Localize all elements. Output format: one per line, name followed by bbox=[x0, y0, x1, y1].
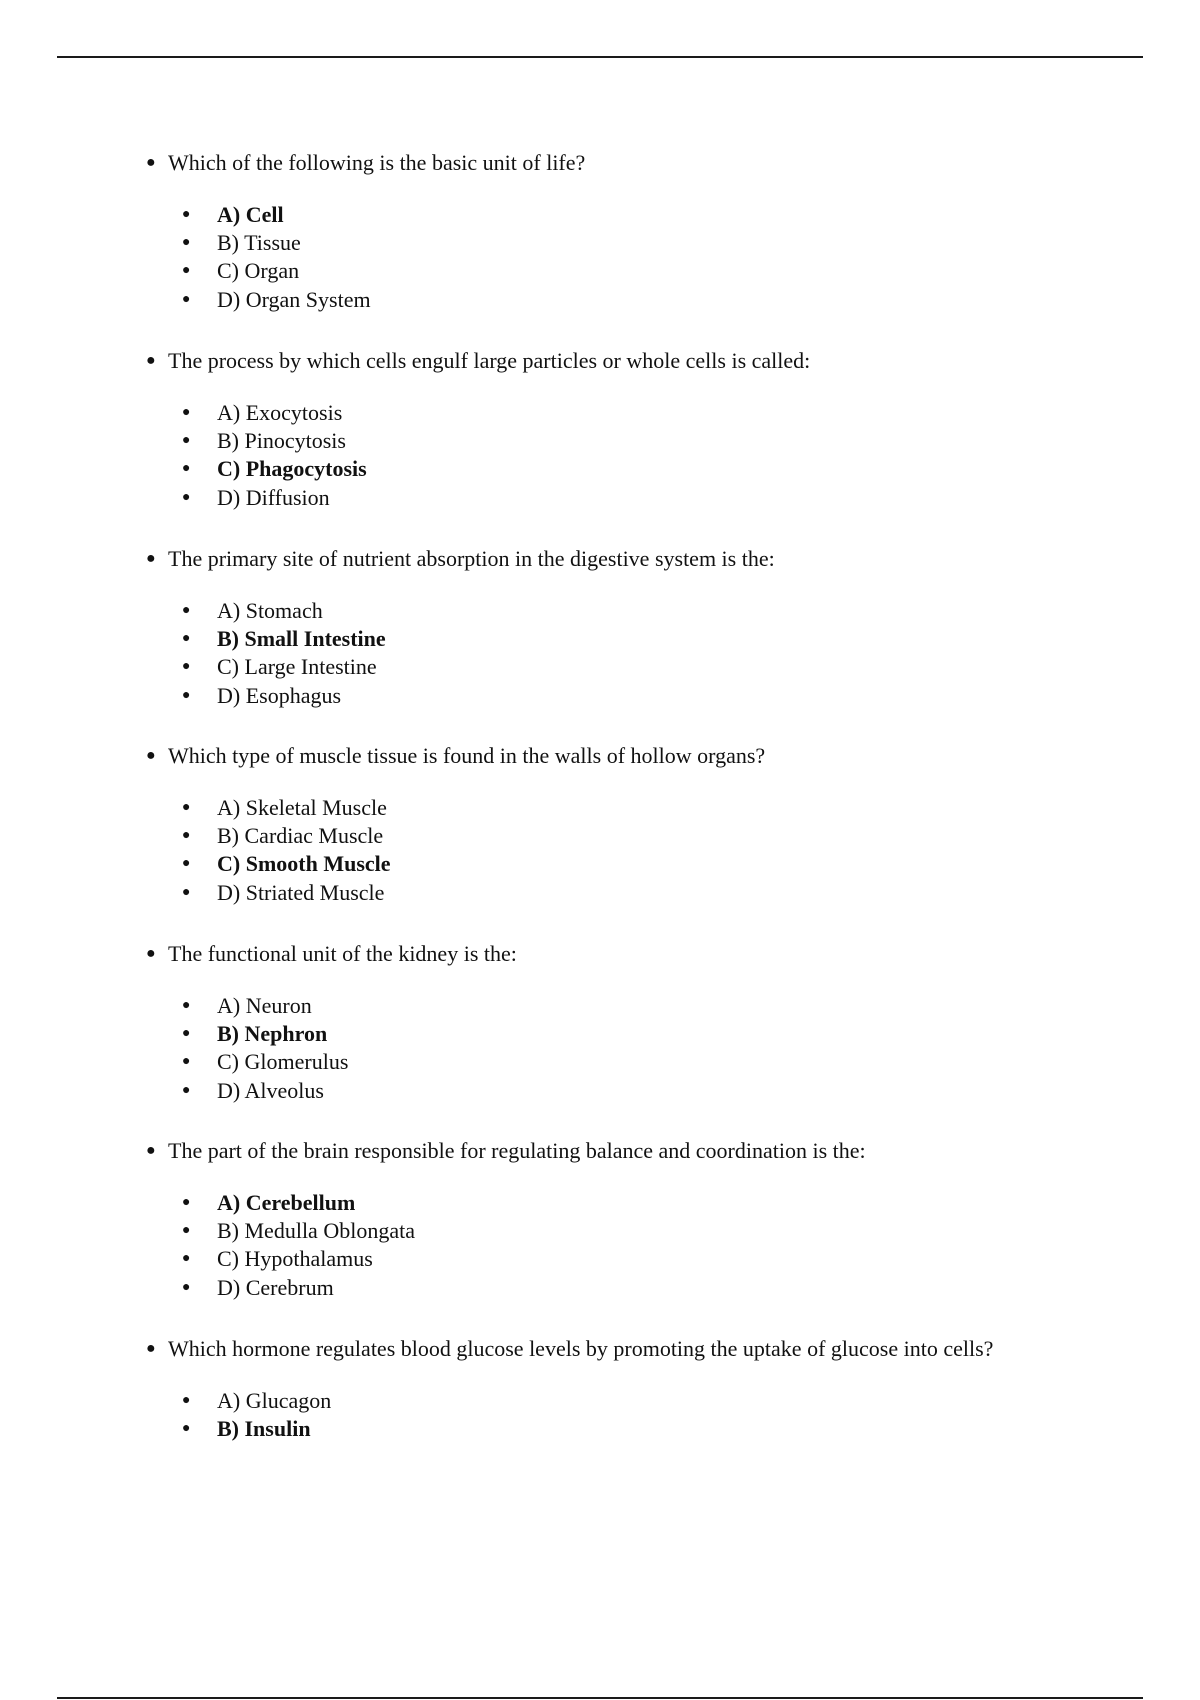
option-text: B) Cardiac Muscle bbox=[217, 823, 384, 849]
bullet-icon: ● bbox=[182, 687, 191, 703]
bullet-icon: ● bbox=[182, 405, 191, 420]
option-list bbox=[182, 1189, 415, 1302]
bullet-icon: ● bbox=[182, 856, 191, 872]
option-list bbox=[182, 992, 348, 1105]
option-item bbox=[182, 794, 391, 822]
question-line bbox=[146, 741, 1146, 771]
bottom-rule bbox=[57, 1697, 1143, 1699]
option-text: B) Medulla Oblongata bbox=[217, 1218, 415, 1244]
option-item-correct bbox=[182, 1020, 348, 1048]
bullet-icon: ● bbox=[182, 631, 191, 647]
question-line bbox=[146, 148, 1146, 178]
question-item bbox=[146, 346, 1146, 510]
question-text: The functional unit of the kidney is the: bbox=[168, 941, 517, 966]
option-text: B) Nephron bbox=[217, 1021, 328, 1047]
option-text: D) Diffusion bbox=[217, 484, 330, 510]
question-text: Which type of muscle tissue is found in the walls of hollow organs? bbox=[168, 743, 766, 768]
option-text: A) Glucagon bbox=[217, 1388, 332, 1413]
bullet-icon: ● bbox=[182, 1223, 191, 1239]
option-text: B) Pinocytosis bbox=[217, 428, 346, 454]
question-item bbox=[146, 741, 1146, 905]
option-item bbox=[182, 1387, 331, 1415]
bullet-icon: ● bbox=[182, 828, 191, 844]
bullet-icon: ● bbox=[182, 291, 191, 307]
option-item-correct bbox=[182, 455, 367, 483]
option-text: C) Organ bbox=[217, 258, 300, 284]
question-line bbox=[146, 544, 1146, 574]
question-item bbox=[146, 1136, 1146, 1300]
option-item bbox=[182, 822, 391, 850]
option-item-correct bbox=[182, 850, 391, 878]
bullet-icon: ● bbox=[182, 659, 191, 675]
bullet-icon: ● bbox=[182, 1195, 191, 1210]
option-item bbox=[182, 597, 386, 625]
question-text: The part of the brain responsible for regulating balance and coordination is the: bbox=[168, 1138, 866, 1163]
bullet-icon: ● bbox=[182, 1026, 191, 1042]
bullet-icon: ● bbox=[182, 207, 191, 222]
bullet-icon: ● bbox=[146, 1340, 156, 1357]
bullet-icon: ● bbox=[182, 489, 191, 505]
option-text: D) Alveolus bbox=[217, 1077, 324, 1103]
option-text: D) Striated Muscle bbox=[217, 879, 385, 905]
option-item bbox=[182, 257, 371, 285]
option-text: B) Insulin bbox=[217, 1416, 311, 1442]
option-list bbox=[182, 597, 386, 710]
question-item bbox=[146, 939, 1146, 1103]
question-text: The process by which cells engulf large particles or whole cells is called: bbox=[168, 348, 811, 373]
option-text: C) Phagocytosis bbox=[217, 456, 367, 482]
bullet-icon: ● bbox=[182, 1279, 191, 1295]
option-text: C) Smooth Muscle bbox=[217, 851, 391, 877]
option-list bbox=[182, 399, 367, 512]
question-item bbox=[146, 544, 1146, 708]
bullet-icon: ● bbox=[146, 945, 156, 962]
bullet-icon: ● bbox=[182, 1054, 191, 1070]
bullet-icon: ● bbox=[182, 433, 191, 449]
option-text: C) Glomerulus bbox=[217, 1049, 349, 1075]
option-text: B) Tissue bbox=[217, 230, 301, 256]
bullet-icon: ● bbox=[146, 747, 156, 764]
bullet-icon: ● bbox=[146, 550, 156, 567]
top-rule bbox=[57, 56, 1143, 58]
option-item bbox=[182, 1245, 415, 1273]
option-item-correct bbox=[182, 1415, 331, 1443]
option-list bbox=[182, 794, 391, 907]
bullet-icon: ● bbox=[182, 1082, 191, 1098]
option-item bbox=[182, 484, 367, 512]
option-text: B) Small Intestine bbox=[217, 626, 386, 652]
option-text: A) Exocytosis bbox=[217, 400, 343, 425]
question-line bbox=[146, 346, 1146, 376]
option-text: A) Neuron bbox=[217, 993, 312, 1018]
bullet-icon: ● bbox=[182, 1393, 191, 1408]
option-text: C) Large Intestine bbox=[217, 654, 377, 680]
option-item bbox=[182, 879, 391, 907]
option-item bbox=[182, 1217, 415, 1245]
question-item bbox=[146, 1334, 1146, 1442]
option-item-correct bbox=[182, 625, 386, 653]
question-line bbox=[146, 939, 1146, 969]
option-text: D) Organ System bbox=[217, 286, 371, 312]
option-item bbox=[182, 1048, 348, 1076]
bullet-icon: ● bbox=[146, 154, 156, 171]
option-item bbox=[182, 1077, 348, 1105]
option-text: D) Esophagus bbox=[217, 682, 342, 708]
bullet-icon: ● bbox=[146, 352, 156, 369]
bullet-icon: ● bbox=[146, 1142, 156, 1159]
bullet-icon: ● bbox=[182, 603, 191, 618]
option-list bbox=[182, 1387, 331, 1443]
bullet-icon: ● bbox=[182, 998, 191, 1013]
bullet-icon: ● bbox=[182, 235, 191, 251]
option-item-correct bbox=[182, 1189, 415, 1217]
option-text: A) Skeletal Muscle bbox=[217, 795, 387, 820]
bullet-icon: ● bbox=[182, 800, 191, 815]
question-text: Which hormone regulates blood glucose levels by promoting the uptake of glucose into cells? bbox=[168, 1336, 994, 1361]
option-item bbox=[182, 992, 348, 1020]
option-item-correct bbox=[182, 201, 371, 229]
question-line bbox=[146, 1334, 1146, 1364]
option-item bbox=[182, 427, 367, 455]
option-item bbox=[182, 682, 386, 710]
option-text: A) Stomach bbox=[217, 598, 323, 623]
question-line bbox=[146, 1136, 1146, 1166]
option-item bbox=[182, 229, 371, 257]
option-text: A) Cell bbox=[217, 202, 284, 227]
question-item bbox=[146, 148, 1146, 312]
bullet-icon: ● bbox=[182, 1421, 191, 1437]
option-item bbox=[182, 399, 367, 427]
option-list bbox=[182, 201, 371, 314]
question-text: Which of the following is the basic unit of life? bbox=[168, 150, 586, 175]
bullet-icon: ● bbox=[182, 461, 191, 477]
option-text: D) Cerebrum bbox=[217, 1274, 334, 1300]
question-text: The primary site of nutrient absorption in the digestive system is the: bbox=[168, 546, 775, 571]
option-item bbox=[182, 286, 371, 314]
option-text: C) Hypothalamus bbox=[217, 1246, 373, 1272]
bullet-icon: ● bbox=[182, 263, 191, 279]
bullet-icon: ● bbox=[182, 1251, 191, 1267]
option-text: A) Cerebellum bbox=[217, 1190, 356, 1215]
bullet-icon: ● bbox=[182, 884, 191, 900]
option-item bbox=[182, 1274, 415, 1302]
option-item bbox=[182, 653, 386, 681]
